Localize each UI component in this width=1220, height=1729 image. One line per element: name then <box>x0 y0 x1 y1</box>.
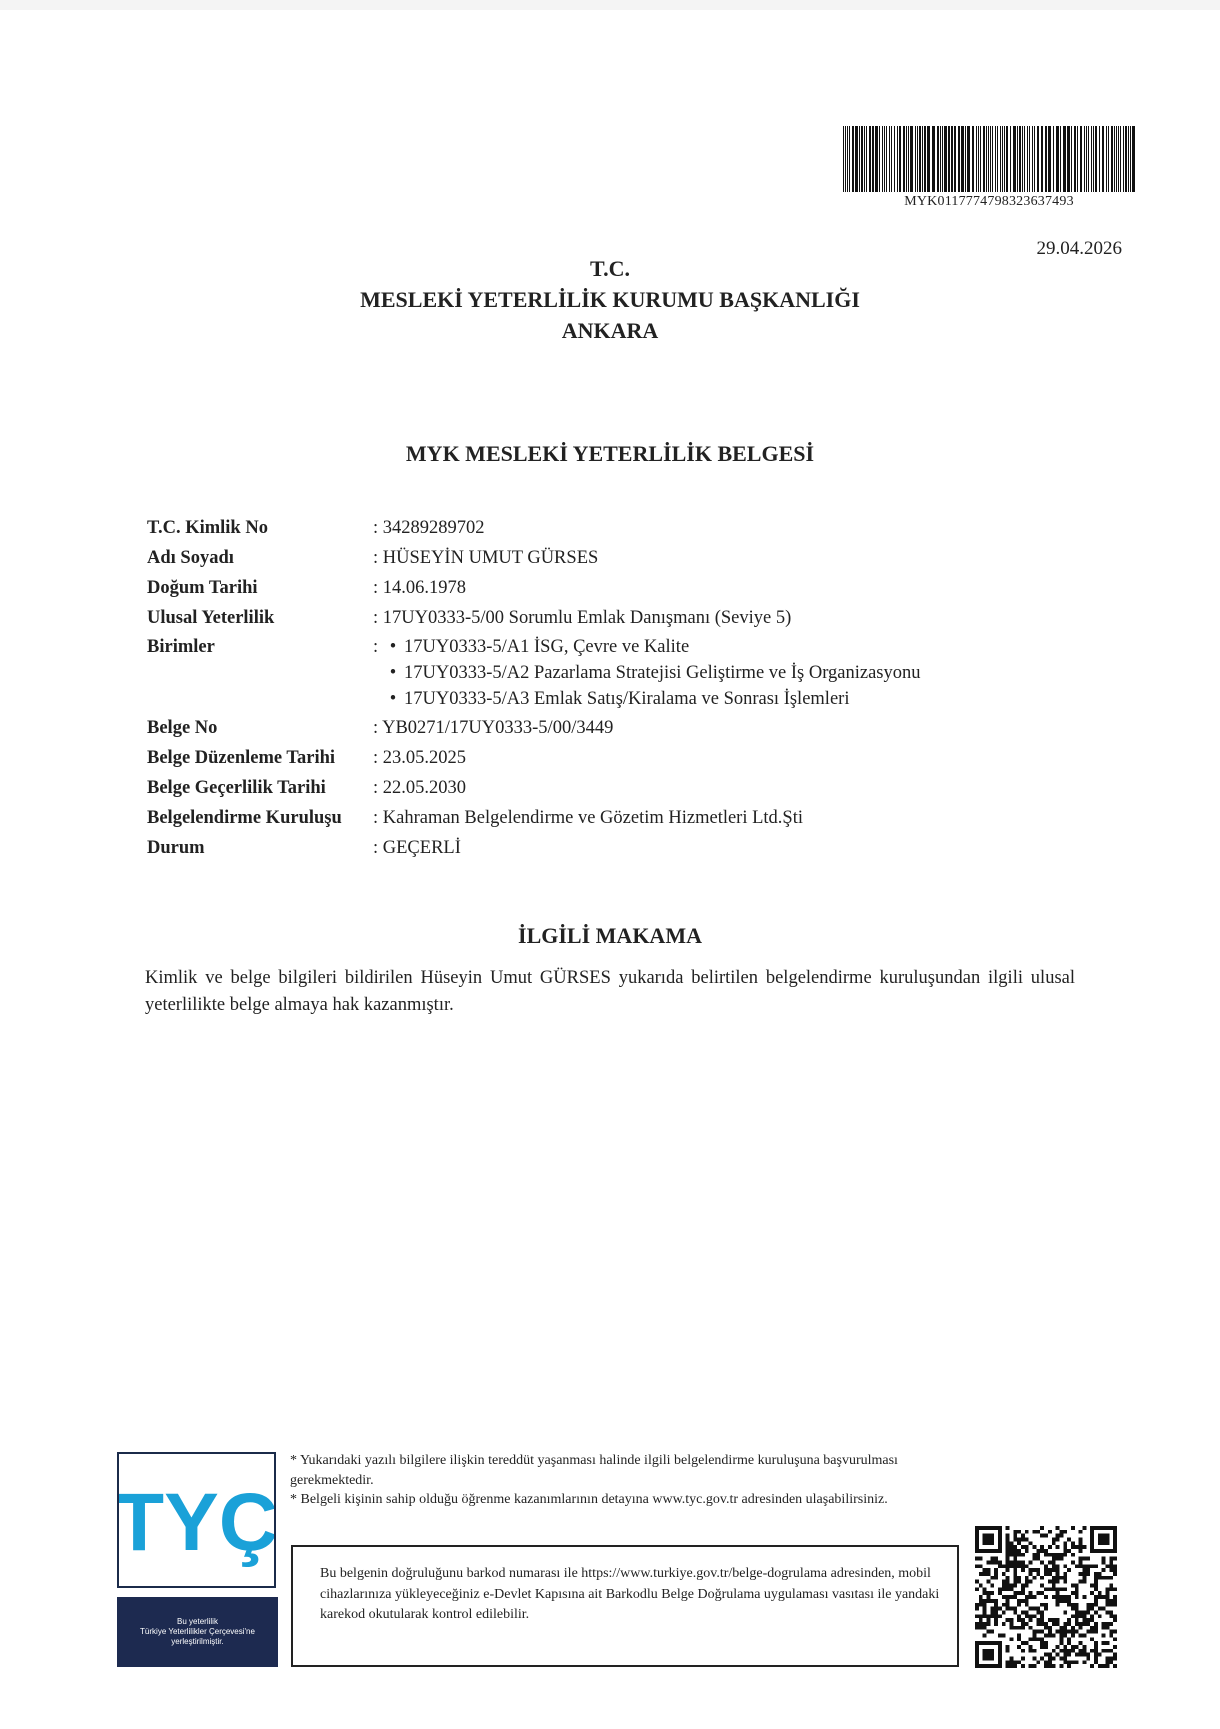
field-value: : 23.05.2025 <box>373 748 467 768</box>
field-label: Doğum Tarihi <box>147 578 258 598</box>
field-value: : 22.05.2030 <box>373 778 467 798</box>
tyc-band <box>117 1597 278 1667</box>
field-value: : Kahraman Belgelendirme ve Gözetim Hizmetleri Ltd.Şti <box>373 808 803 828</box>
header-institution: MESLEKİ YETERLİLİK KURUMU BAŞKANLIĞI <box>360 287 860 312</box>
field-value: : YB0271/17UY0333-5/00/3449 <box>373 718 614 738</box>
bullet: • <box>389 689 397 709</box>
field-value: : 34289289702 <box>373 518 485 538</box>
field-value: : GEÇERLİ <box>373 838 461 858</box>
bullet: • <box>389 637 397 657</box>
field-label: Durum <box>147 838 205 858</box>
logo-text: TYÇ <box>119 1477 274 1568</box>
field-label: T.C. Kimlik No <box>147 518 268 538</box>
band-line: Türkiye Yeterlilikler Çerçevesi'ne <box>140 1627 255 1636</box>
barcode-image <box>843 126 1135 192</box>
document-page <box>0 10 1220 1729</box>
document-date: 29.04.2026 <box>1036 238 1122 259</box>
band-line: Bu yeterlilik <box>177 1617 218 1626</box>
tyc-logo <box>117 1452 276 1588</box>
unit-text: 17UY0333-5/A2 Pazarlama Stratejisi Geliştirme ve İş Organizasyonu <box>404 663 921 683</box>
units-colon: : <box>373 637 379 657</box>
document-title: MYK MESLEKİ YETERLİLİK BELGESİ <box>405 441 815 466</box>
field-label: Belgelendirme Kuruluşu <box>147 808 342 828</box>
field-label: Ulusal Yeterlilik <box>147 608 275 628</box>
section-title: İLGİLİ MAKAMA <box>518 923 702 948</box>
list-item <box>382 688 849 710</box>
field-value: : 17UY0333-5/00 Sorumlu Emlak Danışmanı (Seviye 5) <box>373 608 792 628</box>
field-label: Adı Soyadı <box>147 548 234 568</box>
note-1: * Yukarıdaki yazılı bilgilere ilişkin tereddüt yaşanması halinde ilgili belgelendirme kuruluşuna başvurulması gerekmektedir. <box>290 1453 898 1488</box>
field-label: Belge Geçerlilik Tarihi <box>147 778 326 798</box>
footer-notes <box>290 1451 930 1510</box>
header-city: ANKARA <box>561 318 659 343</box>
tyc-logo-icon <box>119 1454 274 1586</box>
qr-code-icon <box>975 1526 1117 1668</box>
list-item <box>382 662 921 684</box>
note-2: * Belgeli kişinin sahip olduğu öğrenme kazanımlarının detayına www.tyc.gov.tr adresinden ulaşabilirsiniz. <box>290 1492 888 1507</box>
field-label: Birimler <box>147 637 215 657</box>
field-label: Belge Düzenleme Tarihi <box>147 748 336 768</box>
field-value: : HÜSEYİN UMUT GÜRSES <box>373 548 599 568</box>
verification-text: Bu belgenin doğruluğunu barkod numarası ile https://www.turkiye.gov.tr/belge-dogrulama adresinden, mobil cihazlarınıza yükleyeceğiniz e-Devlet Kapısına ait Barkodlu Belge Doğrulama uygulaması vasıtası ile yandaki karekod okutularak kontrol edilebilir. <box>320 1566 940 1622</box>
statement-paragraph: Kimlik ve belge bilgileri bildirilen Hüseyin Umut GÜRSES yukarıda belirtilen belgelendirme kuruluşundan ilgili ulusal yeterlilikte belge almaya hak kazanmıştır. <box>145 968 1075 1015</box>
field-value: : 14.06.1978 <box>373 578 467 598</box>
list-item <box>382 636 689 658</box>
header-country: T.C. <box>590 256 630 281</box>
unit-text: 17UY0333-5/A1 İSG, Çevre ve Kalite <box>404 637 690 657</box>
band-line: yerleştirilmiştir. <box>171 1637 224 1646</box>
field-units <box>147 636 1107 714</box>
field-label: Belge No <box>147 718 218 738</box>
barcode-number: MYK0117774798323637493 <box>904 194 1074 209</box>
bullet: • <box>389 663 397 683</box>
unit-text: 17UY0333-5/A3 Emlak Satış/Kiralama ve Sonrası İşlemleri <box>404 689 850 709</box>
